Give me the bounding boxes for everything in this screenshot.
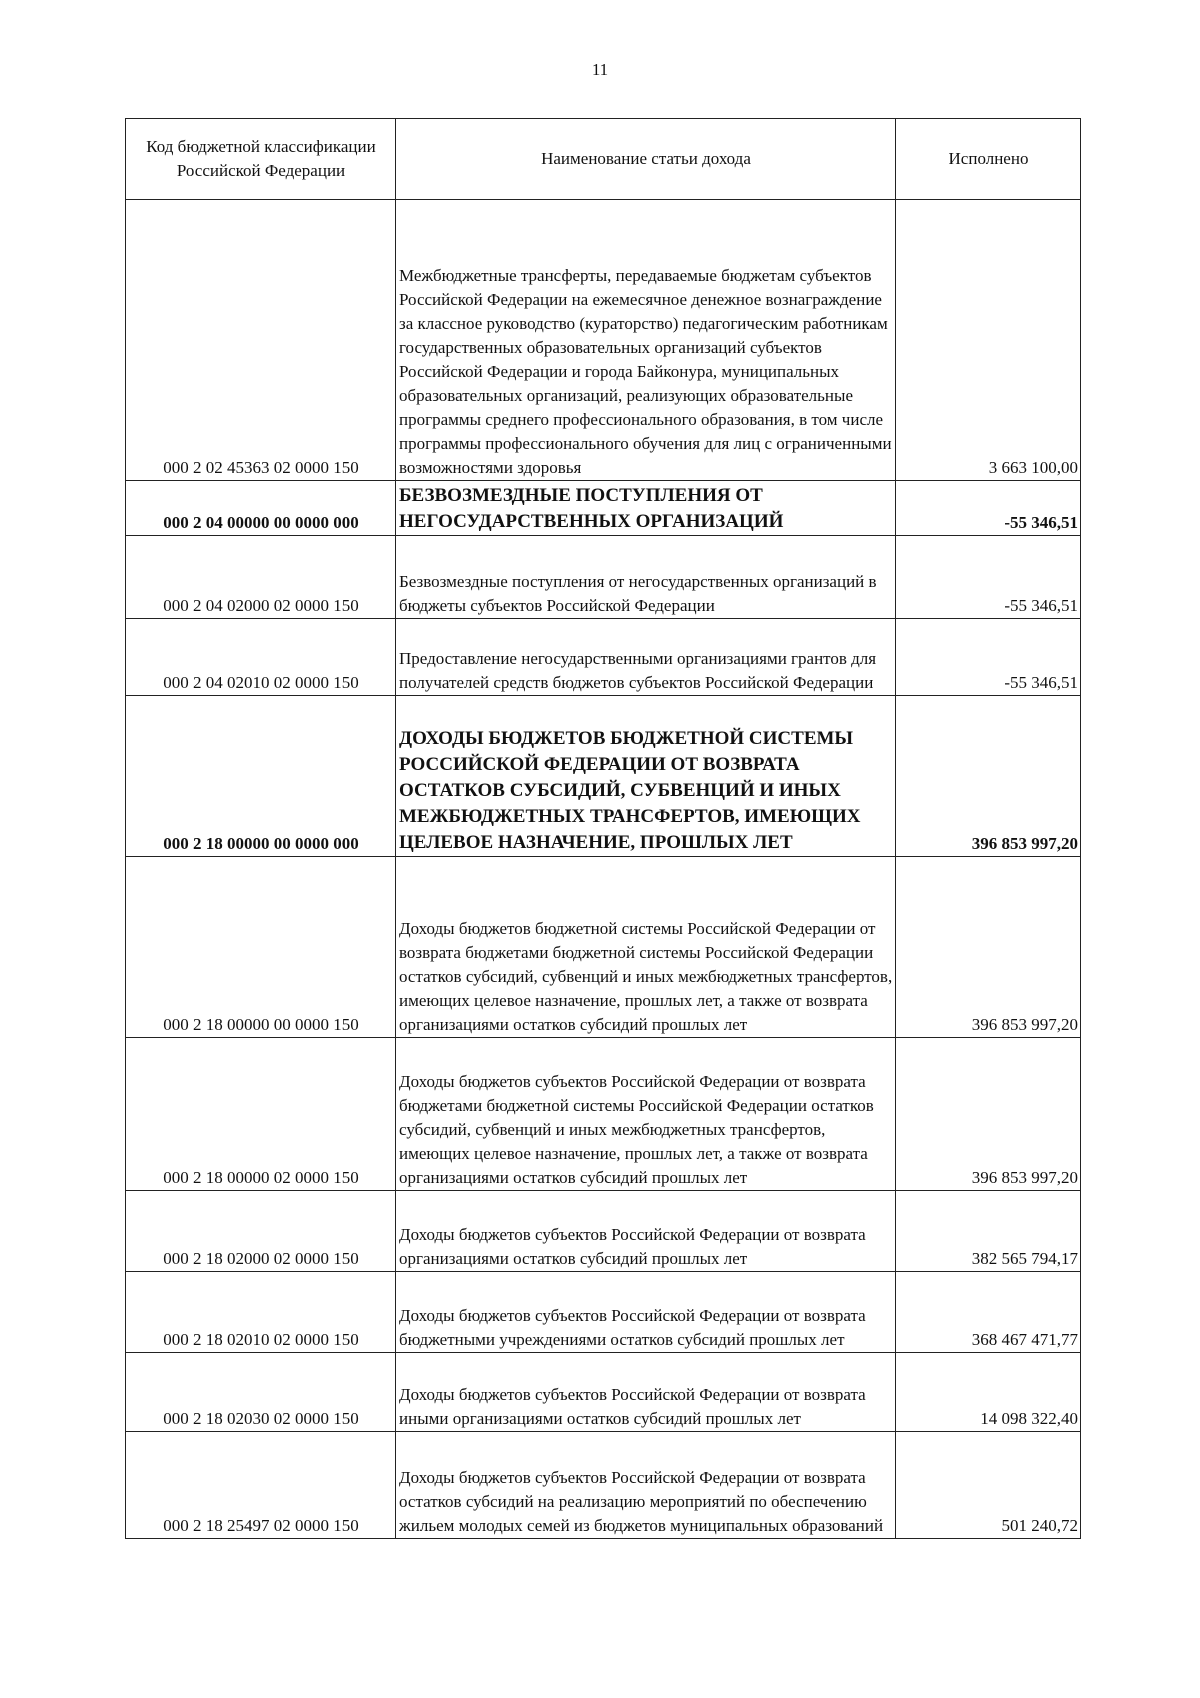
row-code: 000 2 04 02000 02 0000 150 bbox=[126, 536, 396, 619]
row-name: Доходы бюджетов субъектов Российской Федерации от возврата иными организациями остатков субсидий прошлых лет bbox=[396, 1353, 896, 1432]
row-name: Доходы бюджетов субъектов Российской Федерации от возврата бюджетами бюджетной системы Российской Федерации остатков субсидий, субвенций и иных межбюджетных трансфертов, имеющих целевое назначение, прошлых лет, а также от возврата организациями остатков субсидий прошлых лет bbox=[396, 1038, 896, 1191]
header-name: Наименование статьи дохода bbox=[396, 119, 896, 200]
header-amount: Исполнено bbox=[896, 119, 1081, 200]
table-row bbox=[126, 1038, 1081, 1191]
row-name: Доходы бюджетов субъектов Российской Федерации от возврата бюджетными учреждениями остатков субсидий прошлых лет bbox=[396, 1272, 896, 1353]
row-amount: 368 467 471,77 bbox=[896, 1272, 1081, 1353]
row-name: Доходы бюджетов субъектов Российской Федерации от возврата организациями остатков субсидий прошлых лет bbox=[396, 1191, 896, 1272]
row-code: 000 2 18 00000 00 0000 150 bbox=[126, 857, 396, 1038]
header-code: Код бюджетной классификации Российской Федерации bbox=[126, 119, 396, 200]
row-name: ДОХОДЫ БЮДЖЕТОВ БЮДЖЕТНОЙ СИСТЕМЫ РОССИЙСКОЙ ФЕДЕРАЦИИ ОТ ВОЗВРАТА ОСТАТКОВ СУБСИДИЙ, СУБВЕНЦИЙ И ИНЫХ МЕЖБЮДЖЕТНЫХ ТРАНСФЕРТОВ, ИМЕЮЩИХ ЦЕЛЕВОЕ НАЗНАЧЕНИЕ, ПРОШЛЫХ ЛЕТ bbox=[396, 696, 896, 857]
row-code: 000 2 18 02000 02 0000 150 bbox=[126, 1191, 396, 1272]
row-code: 000 2 04 00000 00 0000 000 bbox=[126, 481, 396, 536]
row-amount: 382 565 794,17 bbox=[896, 1191, 1081, 1272]
table-row bbox=[126, 696, 1081, 857]
row-amount: -55 346,51 bbox=[896, 619, 1081, 696]
table-row bbox=[126, 481, 1081, 536]
row-amount: -55 346,51 bbox=[896, 481, 1081, 536]
table-row bbox=[126, 1353, 1081, 1432]
table-row bbox=[126, 857, 1081, 1038]
row-name: Доходы бюджетов субъектов Российской Федерации от возврата остатков субсидий на реализацию мероприятий по обеспечению жильем молодых семей из бюджетов муниципальных образований bbox=[396, 1432, 896, 1539]
row-amount: 396 853 997,20 bbox=[896, 696, 1081, 857]
table-row bbox=[126, 1191, 1081, 1272]
row-code: 000 2 04 02010 02 0000 150 bbox=[126, 619, 396, 696]
table-header-row bbox=[126, 119, 1081, 200]
row-name: Доходы бюджетов бюджетной системы Российской Федерации от возврата бюджетами бюджетной системы Российской Федерации остатков субсидий, субвенций и иных межбюджетных трансфертов, имеющих целевое назначение, прошлых лет, а также от возврата организациями остатков субсидий прошлых лет bbox=[396, 857, 896, 1038]
table-row bbox=[126, 619, 1081, 696]
table-row bbox=[126, 1432, 1081, 1539]
row-code: 000 2 18 02010 02 0000 150 bbox=[126, 1272, 396, 1353]
row-name: Предоставление негосударственными организациями грантов для получателей средств бюджетов субъектов Российской Федерации bbox=[396, 619, 896, 696]
page-number: 11 bbox=[591, 60, 609, 79]
row-name: БЕЗВОЗМЕЗДНЫЕ ПОСТУПЛЕНИЯ ОТ НЕГОСУДАРСТВЕННЫХ ОРГАНИЗАЦИЙ bbox=[396, 481, 896, 536]
row-name: Межбюджетные трансферты, передаваемые бюджетам субъектов Российской Федерации на ежемесячное денежное вознаграждение за классное руководство (кураторство) педагогическим работникам государственных образовательных организаций субъектов Российской Федерации и города Байконура, муниципальных образовательных организаций, реализующих образовательные программы среднего профессионального образования, в том числе программы профессионального обучения для лиц с ограниченными возможностями здоровья bbox=[396, 200, 896, 481]
row-amount: 14 098 322,40 bbox=[896, 1353, 1081, 1432]
row-amount: 501 240,72 bbox=[896, 1432, 1081, 1539]
table-row bbox=[126, 1272, 1081, 1353]
row-code: 000 2 02 45363 02 0000 150 bbox=[126, 200, 396, 481]
row-amount: 396 853 997,20 bbox=[896, 1038, 1081, 1191]
row-code: 000 2 18 25497 02 0000 150 bbox=[126, 1432, 396, 1539]
row-amount: 3 663 100,00 bbox=[896, 200, 1081, 481]
row-code: 000 2 18 02030 02 0000 150 bbox=[126, 1353, 396, 1432]
table-row bbox=[126, 200, 1081, 481]
row-amount: -55 346,51 bbox=[896, 536, 1081, 619]
row-name: Безвозмездные поступления от негосударственных организаций в бюджеты субъектов Российской Федерации bbox=[396, 536, 896, 619]
row-code: 000 2 18 00000 00 0000 000 bbox=[126, 696, 396, 857]
row-code: 000 2 18 00000 02 0000 150 bbox=[126, 1038, 396, 1191]
revenue-table bbox=[125, 118, 1081, 1539]
row-amount: 396 853 997,20 bbox=[896, 857, 1081, 1038]
table-row bbox=[126, 536, 1081, 619]
